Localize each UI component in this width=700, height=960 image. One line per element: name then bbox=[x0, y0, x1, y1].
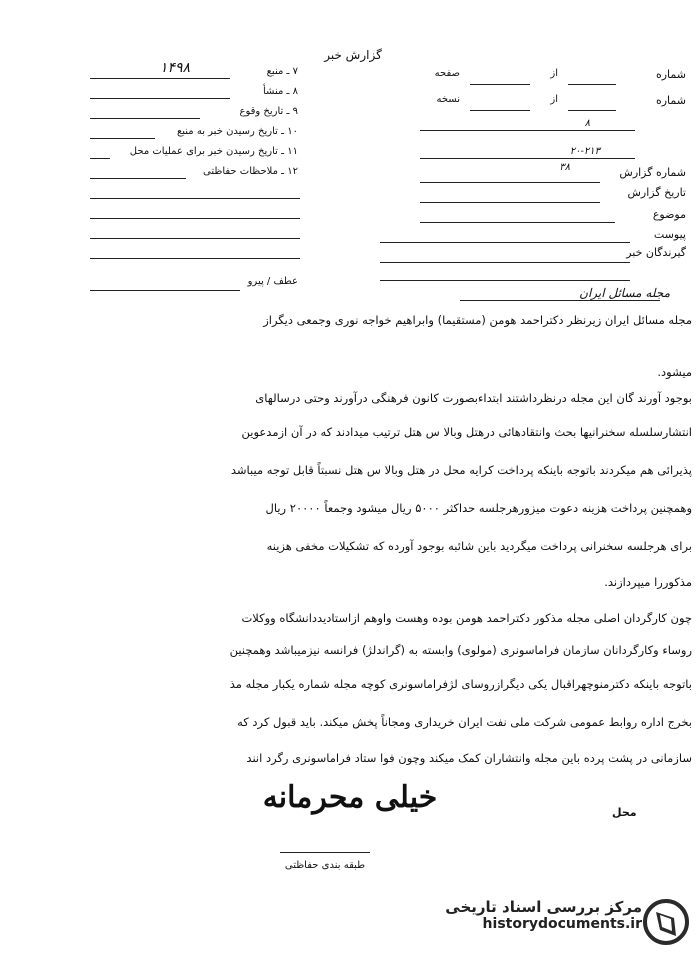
copy-suffix: نسخه bbox=[436, 94, 460, 105]
report-number-value: ۳۸ bbox=[559, 162, 570, 173]
subject-value: مجله مسائل ایران bbox=[579, 286, 670, 300]
body-line: بخرج اداره روابط عمومی شرکت ملی نفت ایران خریداری ومجاناً پخش میکند. باید قبول کرد که bbox=[237, 715, 692, 729]
classification-label: طبقه بندی حفاظتی bbox=[284, 860, 366, 871]
form-line bbox=[90, 238, 300, 239]
copy-from: از bbox=[550, 94, 558, 105]
security-notes-label: ۱۲ ـ ملاحظات حفاظتی bbox=[203, 166, 298, 177]
form-line bbox=[568, 84, 616, 85]
page-number-field: شماره bbox=[655, 68, 686, 81]
archive-logo-icon bbox=[642, 898, 690, 950]
attachment-field: پیوست bbox=[653, 228, 686, 241]
body-line: سازمانی در پشت پرده باین مجله وانتشاران کمک میکند وچون فوا ستاد فراماسونری رگرد انند bbox=[246, 751, 692, 765]
body-line: بوجود آورند گان این مجله درنظرداشتند ابتداءبصورت کانون فرهنگی درآورند وحتی درسالهای bbox=[255, 391, 692, 405]
body-line: مذکوررا میپردازند. bbox=[604, 575, 692, 589]
receipt-date-label: ۱۰ ـ تاریخ رسیدن خبر به منبع bbox=[176, 126, 298, 137]
form-line bbox=[380, 280, 630, 281]
place-label: محل bbox=[612, 806, 637, 819]
classification-divider bbox=[280, 852, 370, 853]
form-line bbox=[90, 158, 110, 159]
watermark bbox=[420, 898, 642, 932]
date-value: ۲۰-۲۱۳ bbox=[569, 146, 600, 157]
form-line bbox=[460, 300, 660, 301]
form-line bbox=[380, 262, 630, 263]
form-line bbox=[380, 242, 630, 243]
body-line: مجله مسائل ایران زیرنظر دکتراحمد هومن (مستقیما) وابراهیم خواجه نوری وجمعی دیگراز bbox=[263, 313, 692, 327]
form-line bbox=[90, 138, 155, 139]
origin-label: ۸ ـ منشأ bbox=[262, 86, 298, 97]
form-line bbox=[90, 178, 186, 179]
subject-field: موضوع bbox=[652, 208, 686, 221]
form-line bbox=[470, 110, 530, 111]
recipients-field: گیرندگان خبر bbox=[626, 246, 686, 259]
form-line bbox=[90, 78, 230, 79]
form-line bbox=[568, 110, 616, 111]
source-label: ۷ ـ منبع bbox=[266, 66, 298, 77]
page-from: از bbox=[550, 68, 558, 79]
form-line bbox=[420, 158, 635, 159]
watermark-title: مرکز بررسی اسناد تاریخی bbox=[445, 898, 642, 916]
body-line: انتشارسلسله سخنرانیها بحث وانتقادهائی درهتل وبالا س هتل ترتیب میدادند که در آن ازمدعوین bbox=[241, 425, 692, 439]
file-number-value: ۸ bbox=[584, 118, 590, 129]
source-value: ۱۴۹۸ bbox=[159, 60, 190, 76]
copy-number-field: شماره bbox=[655, 94, 686, 107]
form-line bbox=[90, 258, 300, 259]
form-line bbox=[90, 198, 300, 199]
document-title: گزارش خبر bbox=[324, 48, 382, 62]
form-line bbox=[420, 130, 635, 131]
form-line bbox=[90, 290, 240, 291]
body-line: وهمچنین پرداخت هزینه دعوت میزورهرجلسه حداکثر ۵۰۰۰ ریال میشود وجمعاً ۲۰۰۰۰ ریال bbox=[265, 501, 692, 515]
form-line bbox=[420, 222, 615, 223]
form-line bbox=[420, 182, 600, 183]
body-line: باتوجه باینکه دکترمنوچهراقبال یکی دیگرازروسای لژفراماسونری کوچه مجله شماره یکبار مجله مذ bbox=[229, 677, 692, 691]
report-date-field: تاریخ گزارش bbox=[627, 186, 686, 199]
form-line bbox=[90, 118, 200, 119]
form-line bbox=[90, 218, 300, 219]
operation-date-label: ۱۱ ـ تاریخ رسیدن خبر برای عملیات محل bbox=[129, 146, 298, 157]
report-number-field: شماره گزارش bbox=[619, 166, 686, 179]
occurrence-date-label: ۹ ـ تاریخ وقوع bbox=[239, 106, 298, 117]
body-line: روساء وکارگردانان سازمان فراماسونری (مولوی) وابسته به (گراندلژ) فرانسه نیزمیباشد وهمچنین bbox=[229, 643, 692, 657]
watermark-url: historydocuments.ir bbox=[482, 916, 642, 932]
classification-stamp: خیلی محرمانه bbox=[262, 780, 438, 815]
form-line bbox=[90, 98, 230, 99]
form-line bbox=[470, 84, 530, 85]
body-line: چون کارگردان اصلی مجله مذکور دکتراحمد هومن بوده وهست واوهم ازاستادیددانشگاه ووکلات bbox=[241, 611, 692, 625]
page-suffix: صفحه bbox=[434, 68, 460, 79]
body-line: میشود. bbox=[657, 365, 692, 379]
body-line: پذیرائی هم میکردند باتوجه باینکه پرداخت کرایه محل در هتل وبالا س هتل نسبتاً قابل توجه میباشد bbox=[230, 463, 692, 477]
form-line bbox=[420, 202, 600, 203]
body-line: برای هرجلسه سخنرانی پرداخت میگردید باین شائبه بوجود آورده که تشکیلات مخفی هزینه bbox=[266, 539, 692, 553]
reference-label: عطف / پیرو bbox=[247, 276, 298, 287]
